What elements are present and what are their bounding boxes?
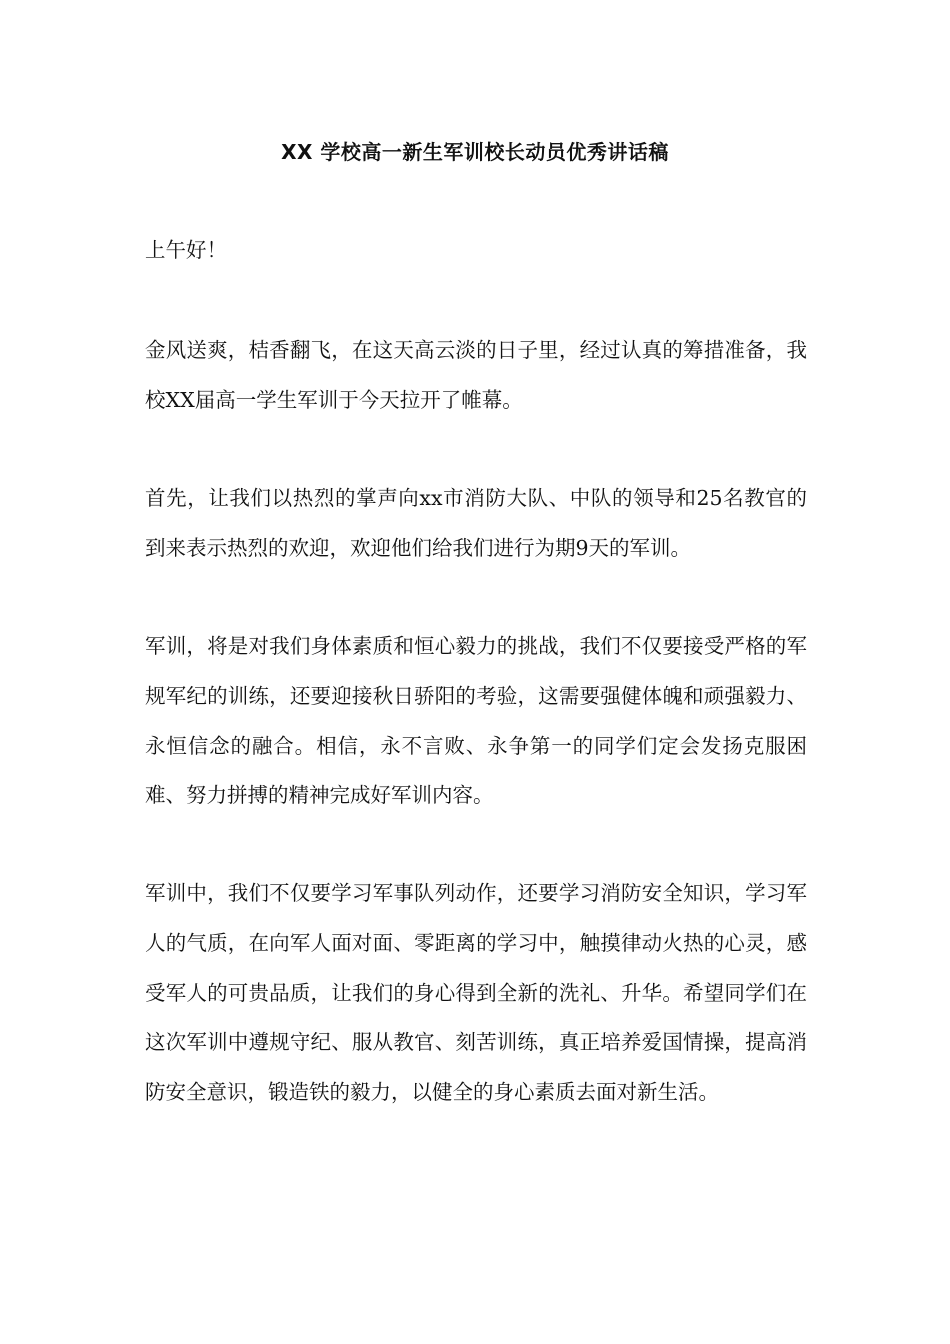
document-title: XX 学校高一新生军训校长动员优秀讲话稿 — [281, 140, 669, 164]
paragraph-welcome: 首先，让我们以热烈的掌声向xx市消防大队、中队的领导和25名教官的到来表示热烈的欢迎，欢迎他们给我们进行为期9天的军训。 — [145, 486, 807, 560]
paragraph-greeting: 上午好！ — [145, 238, 227, 262]
paragraph-opening: 金风送爽，桔香翻飞，在这天高云淡的日子里，经过认真的筹措准备，我校XX届高一学生军训于今天拉开了帷幕。 — [145, 338, 807, 412]
paragraph-challenge: 军训，将是对我们身体素质和恒心毅力的挑战，我们不仅要接受严格的军规军纪的训练，还要迎接秋日骄阳的考验，这需要强健体魄和顽强毅力、永恒信念的融合。相信，永不言败、永争第一的同学们定会发扬克服困难、努力拼搏的精神完成好军训内容。 — [145, 634, 807, 808]
paragraph-learning: 军训中，我们不仅要学习军事队列动作，还要学习消防安全知识，学习军人的气质，在向军人面对面、零距离的学习中，触摸律动火热的心灵，感受军人的可贵品质，让我们的身心得到全新的洗礼、升华。希望同学们在这次军训中遵规守纪、服从教官、刻苦训练，真正培养爱国情操，提高消防安全意识，锻造铁的毅力，以健全的身心素质去面对新生活。 — [145, 881, 807, 1105]
